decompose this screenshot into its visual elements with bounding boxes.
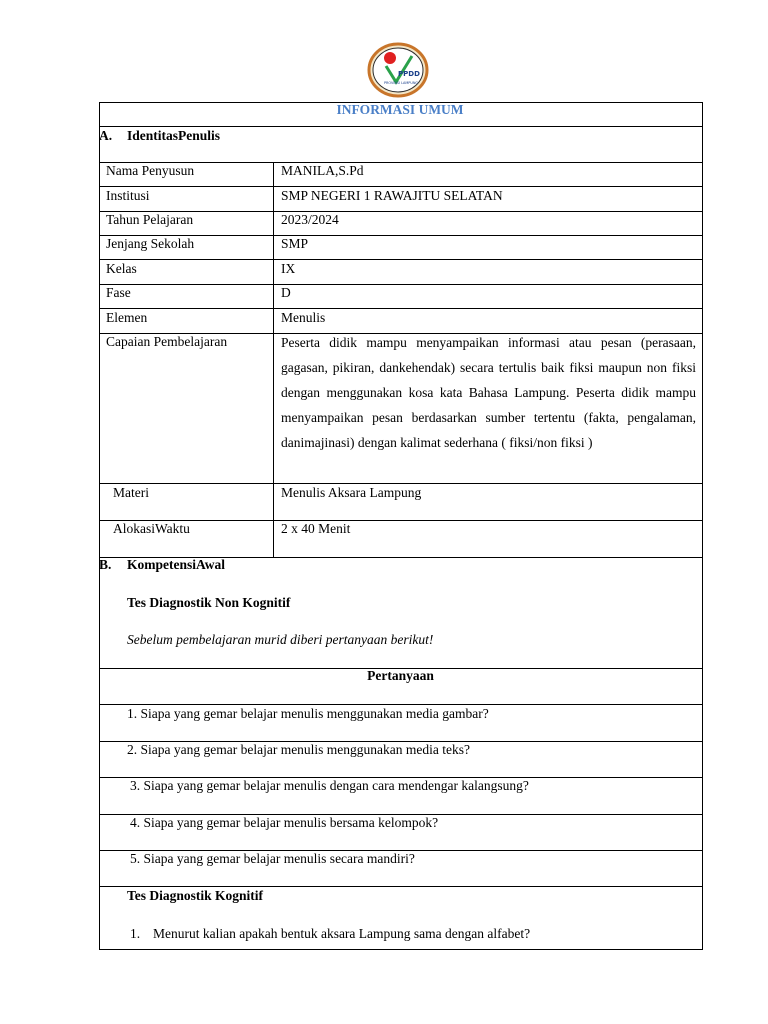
section-b-intro: Sebelum pembelajaran murid diberi pertanyaan berikut! bbox=[127, 632, 434, 647]
question-item: 2. Siapa yang gemar belajar menulis menggunakan media teks? bbox=[127, 742, 471, 757]
identity-label: AlokasiWaktu bbox=[113, 521, 190, 536]
identity-label: Tahun Pelajaran bbox=[106, 212, 194, 227]
logo-text: PPDD bbox=[398, 70, 420, 78]
table-bottom-border bbox=[99, 949, 703, 950]
identity-label: Nama Penyusun bbox=[106, 163, 195, 178]
identity-label: Institusi bbox=[106, 188, 150, 203]
table-right-border bbox=[702, 102, 703, 949]
identity-value: IX bbox=[281, 261, 296, 276]
identity-label: Jenjang Sekolah bbox=[106, 236, 195, 251]
identity-column-divider bbox=[273, 162, 274, 557]
identity-value: Menulis bbox=[281, 310, 326, 325]
identity-value: MANILA,S.Pd bbox=[281, 163, 364, 178]
capaian-pembelajaran-text: Peserta didik mampu menyampaikan informasi atau pesan (perasaan, gagasan, pikiran, dankehendak) secara tertulis baik fiksi maupun non fiksi dengan menggunakan kosa kata Bahasa Lampung. Peserta didik mampu menyampaikan pesan berdasarkan sumber tertentu (fakta, pengalaman, danimajinasi) dengan kalimat sederhana ( fiksi/non fiksi ) bbox=[281, 335, 696, 450]
non-kognitif-title: Tes Diagnostik Non Kognitif bbox=[127, 595, 291, 610]
logo-subtext: PROVINSI LAMPUNG bbox=[384, 81, 418, 85]
page-title: INFORMASI UMUM bbox=[336, 102, 464, 117]
identity-value: D bbox=[281, 285, 291, 300]
section-b-letter: B. bbox=[99, 557, 112, 572]
section-a-letter: A. bbox=[99, 128, 113, 143]
kognitif-title: Tes Diagnostik Kognitif bbox=[127, 888, 264, 903]
question-item: 1. Siapa yang gemar belajar menulis menggunakan media gambar? bbox=[127, 706, 489, 721]
section-a-heading: IdentitasPenulis bbox=[127, 128, 221, 143]
identity-label: Materi bbox=[113, 485, 149, 500]
questions-header: Pertanyaan bbox=[367, 668, 434, 683]
identity-value: 2 x 40 Menit bbox=[281, 521, 351, 536]
school-logo bbox=[366, 42, 430, 98]
identity-value: SMP NEGERI 1 RAWAJITU SELATAN bbox=[281, 188, 503, 203]
identity-label: Capaian Pembelajaran bbox=[106, 334, 228, 349]
kognitif-question: Menurut kalian apakah bentuk aksara Lampung sama dengan alfabet? bbox=[153, 926, 531, 941]
identity-value: 2023/2024 bbox=[281, 212, 339, 227]
identity-value: Menulis Aksara Lampung bbox=[281, 485, 422, 500]
identity-value: SMP bbox=[281, 236, 309, 251]
identity-label: Kelas bbox=[106, 261, 137, 276]
identity-label: Elemen bbox=[106, 310, 148, 325]
question-item: 5. Siapa yang gemar belajar menulis secara mandiri? bbox=[130, 851, 415, 866]
table-left-border bbox=[99, 102, 100, 949]
kognitif-question-number: 1. bbox=[130, 926, 141, 941]
identity-label: Fase bbox=[106, 285, 131, 300]
section-b-heading: KompetensiAwal bbox=[127, 557, 225, 572]
question-item: 3. Siapa yang gemar belajar menulis dengan cara mendengar kalangsung? bbox=[130, 778, 529, 793]
question-item: 4. Siapa yang gemar belajar menulis bersama kelompok? bbox=[130, 815, 439, 830]
